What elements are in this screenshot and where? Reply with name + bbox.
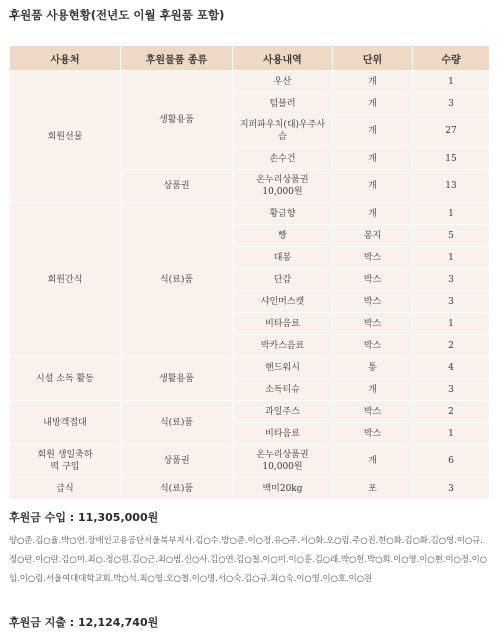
unit-cell: 봉지 — [333, 225, 413, 247]
unit-cell: 개 — [333, 148, 413, 170]
qty-cell: 1 — [413, 313, 490, 335]
table-row — [10, 71, 490, 93]
qty-cell: 15 — [413, 148, 490, 170]
type-cell: 식(료)품 — [121, 478, 233, 500]
unit-cell: 박스 — [333, 291, 413, 313]
donation-expense: 후원금 지출 : 12,124,740원 — [9, 616, 159, 629]
donation-usage-table — [9, 45, 490, 500]
item-cell: 온누리상품권 10,000원 — [233, 170, 333, 203]
qty-cell: 2 — [413, 401, 490, 423]
item-cell: 과일주스 — [233, 401, 333, 423]
item-cell: 비타음료 — [233, 313, 333, 335]
unit-cell: 개 — [333, 170, 413, 203]
table-row — [10, 203, 490, 225]
group-cell: 회원선물 — [10, 71, 121, 203]
item-cell: 지퍼파우치(대)우주사슴 — [233, 115, 333, 148]
donor-list: 양○준.김○율.박○연.장애인고용공단서울북부지사.김○수.방○준.이○정.유○주.서○화.오○림.주○진.한○화.김○화.김○영.이○규.정○란.이○란.김○미.최○.정○원.김○근.최○범.신○사.김○연.김○철.이○미.이○훈.김○래.박○헌.박○희.이○영.이○현.이○정.이○임.이○림.서울여대대학교회.박○석.최○영.오○철.이○명.서○숙.김○규.최○숙.이○영.이○호.이○원 — [9, 535, 488, 583]
table-header-row — [10, 46, 490, 71]
table-row — [10, 445, 490, 478]
unit-cell: 개 — [333, 115, 413, 148]
item-cell: 박카스음료 — [233, 335, 333, 357]
unit-cell: 박스 — [333, 335, 413, 357]
item-cell: 우산 — [233, 71, 333, 93]
item-cell: 소독티슈 — [233, 379, 333, 401]
item-cell: 비타음료 — [233, 423, 333, 445]
type-cell: 생활용품 — [121, 357, 233, 401]
qty-cell: 27 — [413, 115, 490, 148]
item-cell: 백미20kg — [233, 478, 333, 500]
type-cell: 식(료)품 — [121, 203, 233, 357]
item-cell: 샤인머스캣 — [233, 291, 333, 313]
group-cell: 회원간식 — [10, 203, 121, 357]
item-cell: 대봉 — [233, 247, 333, 269]
unit-cell: 포 — [333, 478, 413, 500]
qty-cell: 1 — [413, 71, 490, 93]
item-cell: 빵 — [233, 225, 333, 247]
type-cell: 상품권 — [121, 170, 233, 203]
unit-cell: 개 — [333, 93, 413, 115]
qty-cell: 4 — [413, 357, 490, 379]
type-cell: 상품권 — [121, 445, 233, 478]
item-cell: 단감 — [233, 269, 333, 291]
qty-cell: 1 — [413, 247, 490, 269]
unit-cell: 개 — [333, 71, 413, 93]
unit-cell: 개 — [333, 379, 413, 401]
unit-cell: 박스 — [333, 247, 413, 269]
donation-income: 후원금 수입 : 11,305,000원 — [9, 511, 159, 524]
qty-cell: 13 — [413, 170, 490, 203]
qty-cell: 1 — [413, 423, 490, 445]
item-cell: 온누리상품권 10,000원 — [233, 445, 333, 478]
qty-cell: 3 — [413, 478, 490, 500]
header-unit: 단위 — [333, 46, 413, 71]
unit-cell: 개 — [333, 203, 413, 225]
unit-cell: 개 — [333, 445, 413, 478]
item-cell: 텀블러 — [233, 93, 333, 115]
header-usage-place: 사용처 — [10, 46, 121, 71]
qty-cell: 3 — [413, 93, 490, 115]
group-cell: 내방객접대 — [10, 401, 121, 445]
qty-cell: 2 — [413, 335, 490, 357]
unit-cell: 박스 — [333, 401, 413, 423]
qty-cell: 3 — [413, 291, 490, 313]
qty-cell: 6 — [413, 445, 490, 478]
group-cell: 시설 소독 활동 — [10, 357, 121, 401]
unit-cell: 박스 — [333, 423, 413, 445]
qty-cell: 3 — [413, 269, 490, 291]
table-row — [10, 357, 490, 379]
page-title: 후원품 사용현황(전년도 이월 후원품 포함) — [9, 8, 225, 22]
unit-cell: 박스 — [333, 313, 413, 335]
item-cell: 황금향 — [233, 203, 333, 225]
qty-cell: 5 — [413, 225, 490, 247]
header-item-type: 후원물품 종류 — [121, 46, 233, 71]
group-cell: 급식 — [10, 478, 121, 500]
table-row — [10, 478, 490, 500]
group-cell: 회원 생일축하 떡 구입 — [10, 445, 121, 478]
qty-cell: 1 — [413, 203, 490, 225]
item-cell: 손수건 — [233, 148, 333, 170]
header-usage-detail: 사용내역 — [233, 46, 333, 71]
header-quantity: 수량 — [413, 46, 490, 71]
type-cell: 생활용품 — [121, 71, 233, 170]
item-cell: 핸드워시 — [233, 357, 333, 379]
type-cell: 식(료)품 — [121, 401, 233, 445]
table-row — [10, 401, 490, 423]
unit-cell: 박스 — [333, 269, 413, 291]
unit-cell: 통 — [333, 357, 413, 379]
qty-cell: 3 — [413, 379, 490, 401]
